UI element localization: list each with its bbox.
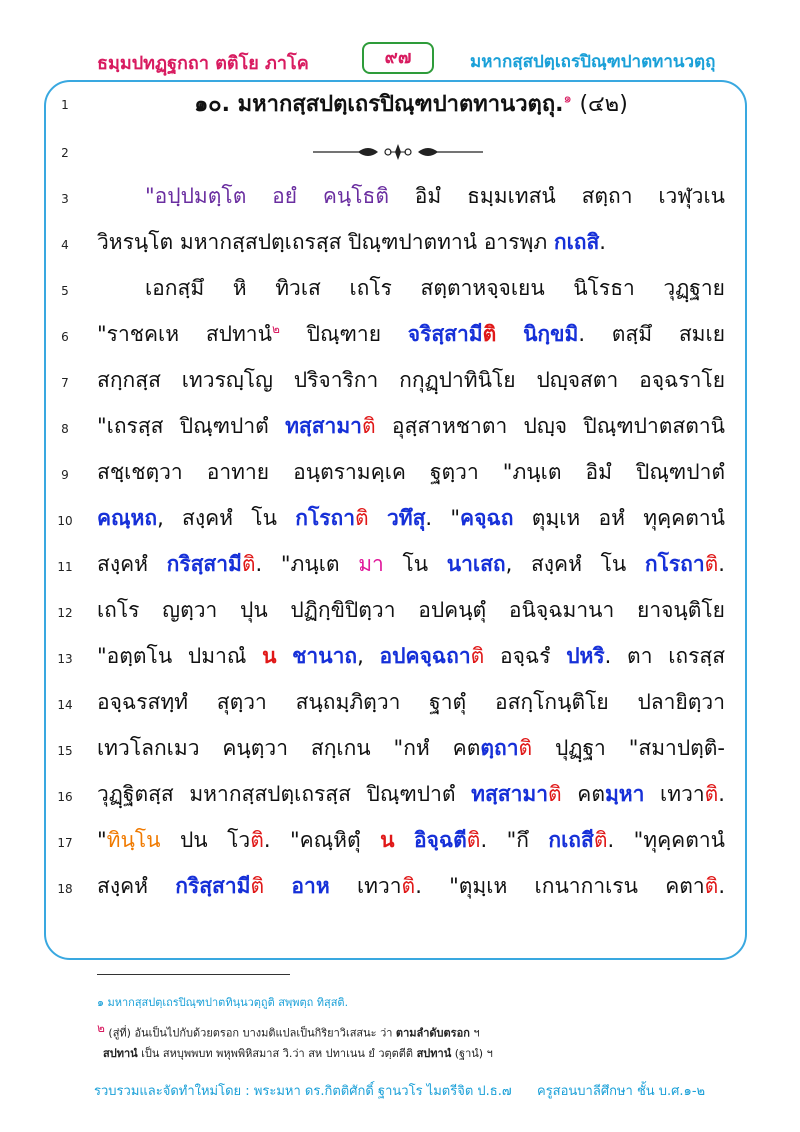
line-16 [0,776,800,816]
text-line: สชฺเชตฺวา อาทาย อนฺตรามคฺเค ฐตฺวา "ภนฺเต อิมํ ปิณฺฑปาตํ [97,460,725,484]
participle-highlight: ทินฺโน [106,828,161,852]
text-segment: . "ตุมฺเห เกนากาเรน คตา [415,874,705,898]
text-line [97,640,725,673]
text-segment: วิหรนฺโต มหากสฺสปตฺเถรสฺส ปิณฺฑปาตทานํ อารพฺภ [97,230,554,254]
line-9 [0,454,800,494]
line-15 [0,730,800,770]
footnote-emphasis: ตามลำดับตรอก [395,1026,470,1040]
iti-particle: ติ [593,828,608,852]
verb-highlight: อปคจฺฉถา [379,644,471,668]
line-1 [0,84,800,124]
line-7 [0,362,800,402]
line-6 [0,316,800,356]
iti-particle: ติ [250,874,265,898]
line-8 [0,408,800,448]
iti-particle: ติ [401,874,416,898]
iti-particle: ติ [241,552,256,576]
footnote-marker: ๑ [563,91,572,107]
verb-highlight: คจฺฉถ [460,506,514,530]
text-segment: ปน โว [160,828,251,852]
verb-highlight: วทึสุ [386,506,426,530]
verb-highlight: ชานาถ [292,644,358,668]
line-number: 9 [61,468,69,482]
line-number: 2 [61,146,69,160]
verb-highlight: นิกฺขมิ [523,322,579,346]
text-segment: เทวโลกเมว คนฺตฺวา สกฺเกน "กหํ [97,736,453,760]
text-segment [264,874,291,898]
iti-particle: ติ [548,782,562,806]
line-3 [0,178,800,218]
text-segment: , สงฺคหํ โน [505,552,645,576]
quoted-verse: "อปฺปมตฺโต อยํ คนฺโธติ [145,184,389,208]
verb-highlight: กริสฺสามี [166,552,242,576]
verb-highlight: อาห [291,874,330,898]
text-line [97,226,725,259]
line-number: 18 [57,882,73,896]
line-18 [0,868,800,908]
text-segment: . " [425,506,461,530]
line-5 [0,270,800,310]
text-segment: อุสฺสาหชาตา ปญฺจ ปิณฺฑปาตสตานิ [375,414,725,438]
iti-particle: ติ [250,828,264,852]
iti-particle: ติ [518,736,533,760]
line-11 [0,546,800,586]
text-segment: . [599,230,606,254]
heading-text: ๑๐. มหากสฺสปตฺเถรปิณฺฑปาตทานวตฺถุ. [194,92,564,117]
text-segment: . [718,874,725,898]
text-segment: คต [561,782,605,806]
iti-particle: ติ [466,828,481,852]
footer-teacher: ครูสอนบาลีศึกษา ชั้น บ.ศ.๑-๒ [537,1084,706,1099]
line-4 [0,224,800,264]
text-segment: . "กึ [480,828,549,852]
text-segment: วุฏฺฐิตสฺส มหากสฺสปตฺเถรสฺส ปิณฺฑปาตํ [97,782,472,806]
text-segment: ปุฏฺฐา "สมาปตฺติ- [532,736,726,760]
story-heading [97,86,725,121]
text-line: เอกสฺมึ หิ ทิวเส เถโร สตฺตาหจฺจเยน นิโรธา วุฏฺฐาย [145,276,725,300]
line-number: 6 [61,330,69,344]
line-number: 13 [57,652,73,666]
page-number: ๙๗ [362,42,434,74]
verb-highlight: กโรถา [295,506,356,530]
text-segment: "ราชคเห สปทานํ [97,322,272,346]
text-segment: . "ภนฺเต [255,552,359,576]
verb-highlight: มฺหา [604,782,645,806]
footnote-divider [97,974,290,975]
text-segment: "อตฺตโน ปมาณํ [97,644,263,668]
footnote-text: (ฐานํ) ฯ [451,1047,493,1060]
text-segment: . [718,782,725,806]
text-line [97,778,725,811]
verb-highlight: ตฺถา [480,736,519,760]
iti-particle: ติ [704,782,719,806]
text-line [97,410,725,443]
text-line [97,502,725,535]
footnote-emphasis: สปทานํ [416,1047,452,1060]
text-segment: . ตา เถรสฺส [604,644,726,668]
text-segment: " [97,828,107,852]
verb-highlight: ทสฺสามา [471,782,549,806]
footnote-2-continued [103,1044,493,1062]
verb-highlight: จริสฺสามี [407,322,483,346]
iti-particle: ติ [704,874,719,898]
footer-compiler: รวบรวมและจัดทำใหม่โดย : พระมหา ดร.กิตติศักดิ์ ฐานวโร ไมตรีจิต ป.ธ.๗ [94,1084,512,1099]
text-line [97,318,725,351]
text-segment: เทวา [644,782,705,806]
line-number: 4 [61,238,69,252]
story-number: (๔๒) [579,92,628,117]
text-line [97,548,725,581]
verb-highlight: กโรถา [644,552,705,576]
text-segment: . ตสฺมึ สมเย [578,322,725,346]
line-12 [0,592,800,632]
text-segment: . [718,552,725,576]
book-title: ธมฺมปทฏฺฐกถา ตติโย ภาโค [97,53,309,74]
iti-particle: ติ [355,506,369,530]
text-segment: คต [452,736,481,760]
line-number: 15 [57,744,73,758]
text-segment [394,828,413,852]
page-header [0,42,800,78]
text-segment: , สงฺคหํ โน [157,506,296,530]
text-line [145,180,725,213]
verb-highlight: ทสฺสามา [285,414,362,438]
text-line: สกฺกสฺส เทวรญฺโญ ปริจาริกา กกุฏฺปาทินิโย ปญฺจสตา อจฺฉราโย [97,368,725,392]
verb-highlight: ปหริ [566,644,605,668]
ornament-divider-icon [313,140,483,164]
verb-highlight: กริสฺสามี [175,874,251,898]
footnote-text: (สู่ที่) อันเป็นไปกับด้วยตรอก บางมติแปลเป็นกิริยาวิเสสนะ ว่า [104,1026,396,1040]
line-10 [0,500,800,540]
negation-particle: น [262,644,277,668]
text-segment: อิมํ ธมฺมเทสนํ สตฺถา เวฬุวเน [389,184,725,208]
iti-particle: ติ [470,644,485,668]
text-segment: "เถรสฺส ปิณฺฑปาตํ [97,414,286,438]
line-number: 8 [61,422,69,436]
text-line: เถโร ญตฺวา ปุน ปฏิกฺขิปิตฺวา อปคนฺตุํ อนิจฺฉมานา ยาจนฺติโย [97,598,725,622]
iti-particle: ติ [482,322,497,346]
text-segment: . "คณฺหิตุํ [263,828,381,852]
verb-highlight: กเถสี [548,828,594,852]
ma-particle: มา [358,552,384,576]
text-segment: เทวา [329,874,402,898]
text-segment [496,322,523,346]
line-number: 5 [61,284,69,298]
verb-highlight: คณฺหถ [97,506,158,530]
iti-particle: ติ [361,414,376,438]
negation-particle: น [380,828,395,852]
text-segment: . "ทุคฺคตานํ [607,828,726,852]
verb-highlight: อิจฺฉตี [413,828,467,852]
text-segment: อจฺฉรํ [484,644,567,668]
text-segment: ปิณฺฑาย [279,322,408,346]
text-line: อจฺฉรสทฺทํ สุตฺวา สนฺถมฺภิตฺวา ฐาตุํ อสกฺโกนฺติโย ปลายิตฺวา [97,690,725,714]
story-title: มหากสฺสปตฺเถรปิณฺฑปาตทานวตฺถุ [470,52,716,72]
text-segment: , [357,644,380,668]
text-segment: สงฺคหํ [97,874,176,898]
line-2 [0,132,800,172]
text-segment [276,644,292,668]
line-number: 10 [57,514,73,528]
line-13 [0,638,800,678]
footnote-2 [97,1019,480,1042]
footnote-marker: ๒ [271,322,280,336]
footnote-1: ๑ มหากสฺสปตฺเถรปิณฺฑปาตทินฺนวตฺถูติ สพฺพตฺถ ทิสฺสติ. [97,996,349,1009]
text-segment: สงฺคหํ [97,552,167,576]
footnote-text: ฯ [469,1026,480,1040]
line-number: 11 [57,560,73,574]
text-segment [369,506,387,530]
iti-particle: ติ [704,552,719,576]
line-14 [0,684,800,724]
verb-highlight: กเถสิ [553,230,600,254]
verb-highlight: นาเสถ [446,552,506,576]
line-number: 14 [57,698,73,712]
line-number: 16 [57,790,73,804]
line-number: 7 [61,376,69,390]
line-number: 12 [57,606,73,620]
line-number: 1 [61,98,69,112]
text-line [97,824,725,857]
text-segment: โน [383,552,447,576]
footnote-marker: ๒ [97,1021,105,1035]
text-segment: ตุมฺเห อหํ ทุคฺคตานํ [513,506,725,530]
footnote-text: เป็น สหบุพพบท พหุพพิหิสมาส วิ.ว่า สห ปทาเนน ยํ วตฺตตีติ [137,1047,417,1060]
line-number: 3 [61,192,69,206]
text-line [97,870,725,903]
footnote-emphasis: สปทานํ [103,1047,138,1060]
line-number: 17 [57,836,73,850]
line-17 [0,822,800,862]
text-line [97,732,725,765]
